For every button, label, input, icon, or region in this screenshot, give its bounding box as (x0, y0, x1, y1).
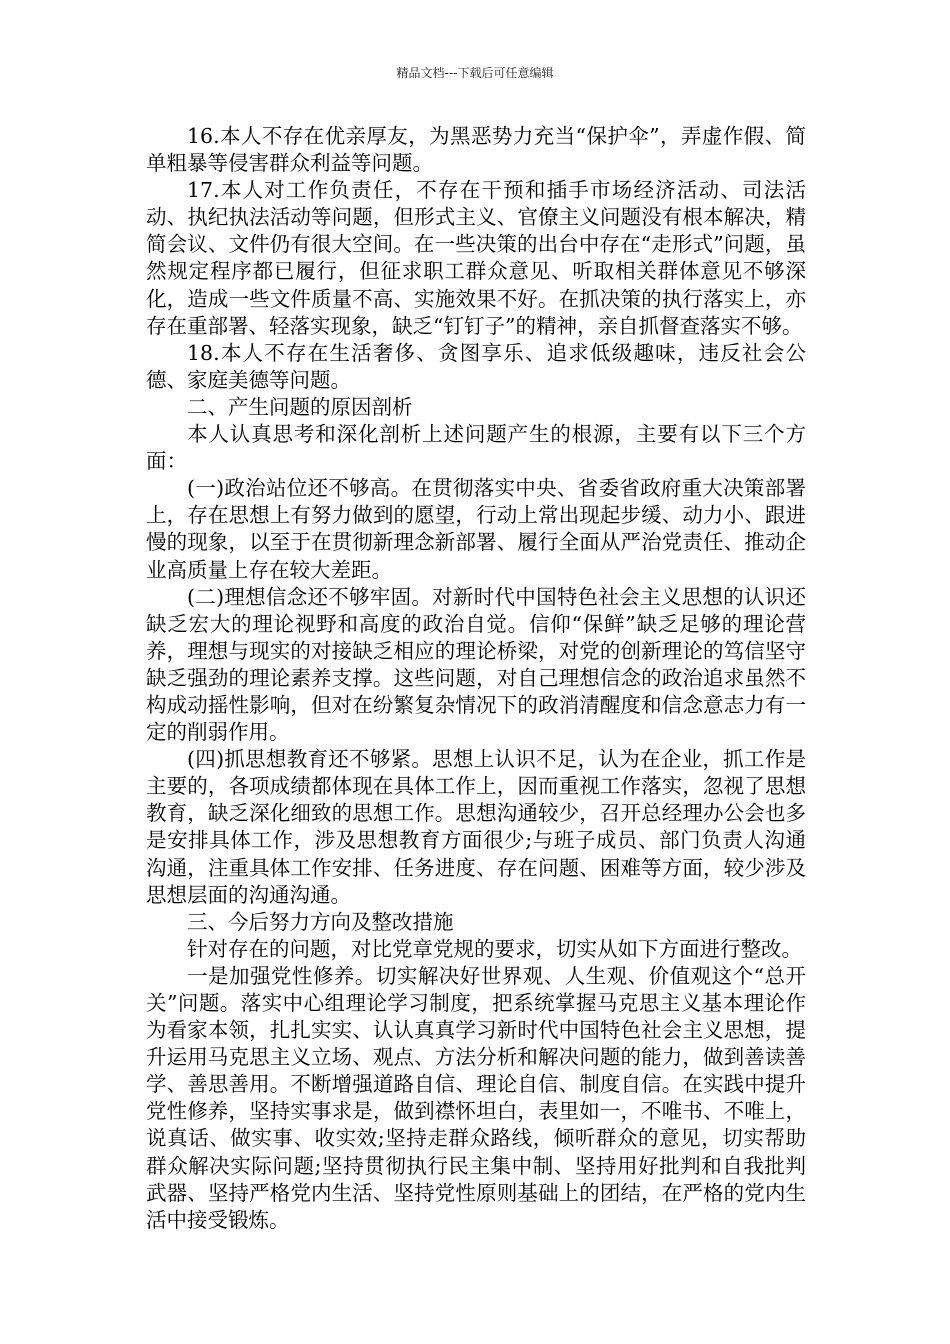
paragraph-item-18: 18.本人不存在生活奢侈、贪图享乐、追求低级趣味，违反社会公德、家庭美德等问题。 (146, 340, 806, 392)
paragraph-item-17: 17.本人对工作负责任，不存在干预和插手市场经济活动、司法活动、执纪执法活动等问题，但形式主义、官僚主义问题没有根本解决，精简会议、文件仍有很大空间。在一些决策的出台中存在“走形式”问题，虽然规定程序都已履行，但征求职工群众意见、听取相关群体意见不够深化，造成一些文件质量不高、实施效果不好。在抓决策的执行落实上，亦存在重部署、轻落实现象，缺乏“钉钉子”的精神，亲自抓督查落实不够。 (146, 178, 806, 338)
paragraph-rectification-intro: 针对存在的问题，对比党章党规的要求，切实从如下方面进行整改。 (187, 936, 802, 961)
section-heading-cause-analysis: 二、产生问题的原因剖析 (187, 394, 413, 419)
document-body (146, 123, 806, 1234)
section-heading-rectification: 三、今后努力方向及整改措施 (187, 909, 454, 934)
page-header: 精品文档---下载后可任意编辑 (396, 66, 554, 80)
paragraph-cause-intro: 本人认真思考和深化剖析上述问题产生的根源，主要有以下三个方面： (146, 422, 806, 474)
paragraph-cause-4: (四)抓思想教育还不够紧。思想上认识不足，认为在企业，抓工作是主要的，各项成绩都体现在具体工作上，因而重视工作落实，忽视了思想教育，缺乏深化细致的思想工作。思想沟通较少，召开总经理办公会也多是安排具体工作，涉及思想教育方面很少;与班子成员、部门负责人沟通沟通，注重具体工作安排、任务进度、存在问题、困难等方面，较少涉及思想层面的沟通沟通。 (146, 747, 806, 907)
paragraph-rectification-1: 一是加强党性修养。切实解决好世界观、人生观、价值观这个“总开关”问题。落实中心组理论学习制度，把系统掌握马克思主义基本理论作为看家本领，扎扎实实、认认真真学习新时代中国特色社会主义思想，提升运用马克思主义立场、观点、方法分析和解决问题的能力，做到善读善学、善思善用。不断增强道路自信、理论自信、制度自信。在实践中提升党性修养，坚持实事求是，做到襟怀坦白，表里如一，不唯书、不唯上，说真话、做实事、收实效;坚持走群众路线，倾听群众的意见，切实帮助群众解决实际问题;坚持贯彻执行民主集中制、坚持用好批判和自我批判武器、坚持严格党内生活、坚持党性原则基础上的团结，在严格的党内生活中接受锻炼。 (146, 963, 806, 1232)
paragraph-cause-1: (一)政治站位还不够高。在贯彻落实中央、省委省政府重大决策部署上，存在思想上有努力做到的愿望，行动上常出现起步缓、动力小、跟进慢的现象，以至于在贯彻新理念新部署、履行全面从严治党责任、推动企业高质量上存在较大差距。 (146, 476, 806, 582)
paragraph-item-16: 16.本人不存在优亲厚友，为黑恶势力充当“保护伞”，弄虚作假、简单粗暴等侵害群众利益等问题。 (146, 124, 806, 176)
paragraph-cause-2: (二)理想信念还不够牢固。对新时代中国特色社会主义思想的认识还缺乏宏大的理论视野和高度的政治自觉。信仰“保鲜”缺乏足够的理论营养，理想与现实的对接缺乏相应的理论桥梁，对党的创新理论的笃信坚守缺乏强劲的理论素养支撑。这些问题，对自己理想信念的政治追求虽然不构成动摇性影响，但对在纷繁复杂情况下的政消清醒度和信念意志力有一定的削弱作用。 (146, 584, 806, 745)
